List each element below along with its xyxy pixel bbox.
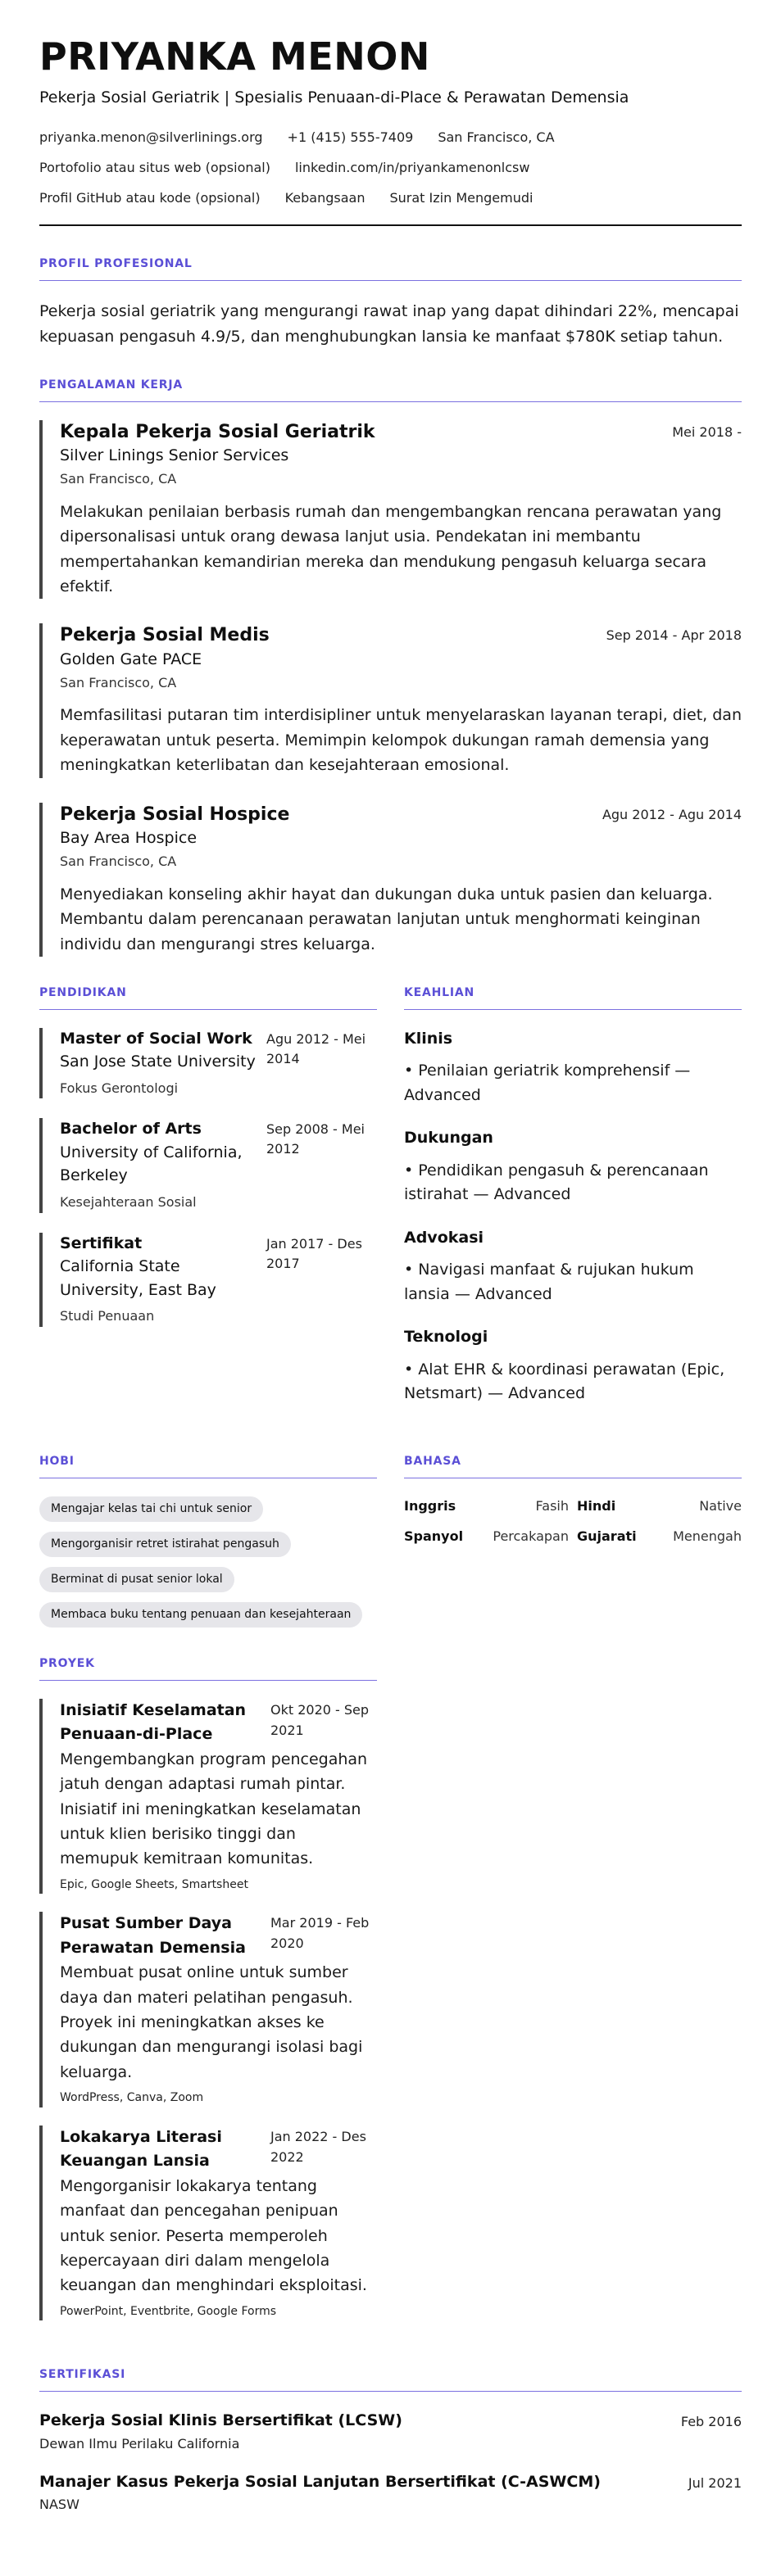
education-note: Studi Penuaan [60, 1308, 155, 1324]
education-school: California State University, East Bay [60, 1257, 216, 1299]
contact-location: San Francisco, CA [438, 129, 555, 146]
experience-item [39, 420, 742, 600]
job-description: Memfasilitasi putaran tim interdisipliner untuk menyelaraskan layanan terapi, diet, dan keperawatan untuk peserta. Memimpin kelompok dukungan ramah demensia yang meningkatkan keterlibatan dan kesejahteraan emosional. [60, 706, 742, 775]
job-location: San Francisco, CA [60, 470, 177, 487]
contact-phone[interactable]: +1 (415) 555-7409 [287, 129, 414, 146]
skill-category: Advokasi [404, 1228, 484, 1247]
certification-title: Pekerja Sosial Klinis Bersertifikat (LCSW) [39, 2411, 402, 2430]
job-title: Pekerja Sosial Medis [60, 625, 270, 646]
project-item [39, 2126, 377, 2321]
section-title-experience: PENGALAMAN KERJA [39, 377, 742, 402]
projects-section [39, 1655, 377, 2338]
skill-group [404, 1028, 742, 1107]
education-degree: Master of Social Work [60, 1029, 252, 1048]
contact-email[interactable]: priyanka.menon@silverlinings.org [39, 129, 263, 146]
language-item [577, 1527, 742, 1547]
certification-issuer: NASW [39, 2497, 79, 2513]
hobby-tags [39, 1496, 377, 1628]
projects-row [39, 1655, 742, 2338]
skills-section [404, 985, 742, 1426]
education-date: Sep 2008 - Mei 2012 [266, 1121, 365, 1157]
certifications-section [39, 2366, 742, 2515]
skill-category: Dukungan [404, 1129, 493, 1148]
project-date: Okt 2020 - Sep 2021 [270, 1701, 370, 1738]
education-date: Jan 2017 - Des 2017 [266, 1235, 362, 1271]
hobby-tag: Mengajar kelas tai chi untuk senior [39, 1496, 263, 1522]
education-degree: Bachelor of Arts [60, 1120, 202, 1139]
job-title: Pekerja Sosial Hospice [60, 804, 290, 825]
language-name: Hindi [577, 1498, 616, 1514]
project-tech: Epic, Google Sheets, Smartsheet [60, 1877, 248, 1891]
section-title-skills: KEAHLIAN [404, 985, 742, 1010]
job-title: Kepala Pekerja Sosial Geriatrik [60, 421, 375, 442]
education-section [39, 985, 377, 1426]
project-description: Mengembangkan program pencegahan jatuh dengan adaptasi rumah pintar. Inisiatif ini meningkatkan keselamatan untuk klien berisiko tinggi dan memupuk kemitraan komunitas. [60, 1750, 368, 1868]
contact-license: Surat Izin Mengemudi [389, 189, 534, 206]
job-date: Sep 2014 - Apr 2018 [606, 627, 742, 644]
certification-date: Jul 2021 [688, 2474, 742, 2491]
candidate-name: PRIYANKA MENON [39, 34, 430, 79]
education-item [39, 1233, 377, 1327]
project-date: Jan 2022 - Des 2022 [270, 2128, 366, 2165]
language-name: Inggris [404, 1498, 456, 1514]
languages-section [404, 1453, 742, 1628]
contact-citizenship: Kebangsaan [284, 189, 366, 206]
skill-category: Klinis [404, 1029, 453, 1048]
certification-item [39, 2410, 742, 2455]
certification-date: Feb 2016 [680, 2414, 742, 2430]
language-name: Spanyol [404, 1528, 464, 1544]
contact-info [39, 128, 742, 208]
project-date: Mar 2019 - Feb 2020 [270, 1915, 370, 1952]
experience-item [39, 623, 742, 777]
project-tech: PowerPoint, Eventbrite, Google Forms [60, 2304, 277, 2318]
section-title-certifications: SERTIFIKASI [39, 2366, 742, 2392]
education-note: Fokus Gerontologi [60, 1080, 179, 1096]
education-school: San Jose State University [60, 1053, 256, 1071]
job-location: San Francisco, CA [60, 853, 177, 869]
skill-item: • Alat EHR & koordinasi perawatan (Epic, Netsmart) — Advanced [404, 1360, 725, 1403]
project-title: Lokakarya Literasi Keuangan Lansia [60, 2127, 222, 2171]
experience-item [39, 803, 742, 957]
contact-linkedin[interactable]: linkedin.com/in/priyankamenonlcsw [294, 159, 530, 175]
section-title-summary: PROFIL PROFESIONAL [39, 256, 742, 281]
language-level: Native [699, 1498, 742, 1514]
project-tech: WordPress, Canva, Zoom [60, 2091, 204, 2105]
education-item [39, 1118, 377, 1212]
section-title-languages: BAHASA [404, 1453, 742, 1478]
language-item [577, 1496, 742, 1517]
skill-item: • Penilaian geriatrik komprehensif — Advanced [404, 1062, 691, 1104]
job-description: Melakukan penilaian berbasis rumah dan mengembangkan rencana perawatan yang dipersonalisasi untuk orang dewasa lanjut usia. Pendekatan ini membantu mempertahankan kemandirian mereka dan mendukung pengasuh keluarga secara efektif. [60, 502, 722, 595]
hobby-tag: Berminat di pusat senior lokal [39, 1567, 234, 1592]
header-divider [39, 224, 742, 226]
hobby-tag: Membaca buku tentang penuaan dan kesejahteraan [39, 1602, 362, 1628]
language-item [404, 1527, 569, 1547]
language-name: Gujarati [577, 1528, 637, 1544]
education-school: University of California, Berkeley [60, 1143, 243, 1185]
candidate-headline: Pekerja Sosial Geriatrik | Spesialis Penuaan-di-Place & Perawatan Demensia [39, 88, 629, 106]
experience-section [39, 377, 742, 957]
section-title-education: PENDIDIKAN [39, 985, 377, 1010]
project-item [39, 1699, 377, 1895]
job-date: Agu 2012 - Agu 2014 [602, 806, 742, 822]
skill-group [404, 1227, 742, 1306]
skill-group [404, 1326, 742, 1406]
project-title: Inisiatif Keselamatan Penuaan-di-Place [60, 1700, 247, 1744]
language-item [404, 1496, 569, 1517]
contact-github[interactable]: Profil GitHub atau kode (opsional) [39, 189, 261, 206]
project-description: Mengorganisir lokakarya tentang manfaat dan pencegahan penipuan untuk senior. Peserta memperoleh kepercayaan diri dalam mengelola keuangan dan menghindari eksploitasi. [60, 2176, 367, 2295]
job-location: San Francisco, CA [60, 674, 177, 690]
education-degree: Sertifikat [60, 1234, 143, 1252]
certification-issuer: Dewan Ilmu Perilaku California [39, 2435, 240, 2452]
language-level: Percakapan [493, 1528, 569, 1544]
project-title: Pusat Sumber Daya Perawatan Demensia [60, 1914, 246, 1957]
project-item [39, 1912, 377, 2107]
education-date: Agu 2012 - Mei 2014 [266, 1030, 366, 1066]
job-description: Menyediakan konseling akhir hayat dan dukungan duka untuk pasien dan keluarga. Membantu dalam perencanaan perawatan lanjutan untuk menghormati keinginan individu dan mengurangi stres keluarga. [60, 885, 713, 953]
skill-category: Teknologi [404, 1328, 488, 1346]
skill-item: • Navigasi manfaat & rujukan hukum lansia — Advanced [404, 1261, 694, 1303]
summary-section [39, 256, 742, 348]
language-grid [404, 1496, 742, 1547]
language-level: Fasih [535, 1498, 569, 1514]
job-company: Golden Gate PACE [60, 650, 202, 669]
language-level: Menengah [673, 1528, 742, 1544]
job-company: Silver Linings Senior Services [60, 446, 289, 465]
hobby-tag: Mengorganisir retret istirahat pengasuh [39, 1532, 291, 1557]
hobbies-section [39, 1453, 377, 1628]
education-note: Kesejahteraan Sosial [60, 1193, 197, 1210]
section-title-hobbies: HOBI [39, 1453, 377, 1478]
hobbies-languages-row [39, 1453, 742, 1628]
certification-title: Manajer Kasus Pekerja Sosial Lanjutan Bersertifikat (C-ASWCM) [39, 2472, 601, 2491]
skill-group [404, 1127, 742, 1207]
contact-portfolio[interactable]: Portofolio atau situs web (opsional) [39, 159, 270, 175]
summary-text: Pekerja sosial geriatrik yang mengurangi rawat inap yang dapat dihindari 22%, mencapai kepuasan pengasuh 4.9/5, dan menghubungkan lansia ke manfaat $780K setiap tahun. [39, 302, 739, 346]
education-skills-row [39, 985, 742, 1426]
projects-right-spacer [404, 1655, 742, 2338]
resume-header [39, 36, 742, 208]
certification-item [39, 2471, 742, 2516]
job-company: Bay Area Hospice [60, 829, 198, 848]
education-item [39, 1028, 377, 1099]
section-title-projects: PROYEK [39, 1655, 377, 1681]
project-description: Membuat pusat online untuk sumber daya dan materi pelatihan pengasuh. Proyek ini meningkatkan akses ke dukungan dan mengurangi isolasi bagi keluarga. [60, 1963, 363, 2081]
skill-item: • Pendidikan pengasuh & perencanaan istirahat — Advanced [404, 1161, 709, 1204]
job-date: Mei 2018 - [672, 423, 742, 440]
